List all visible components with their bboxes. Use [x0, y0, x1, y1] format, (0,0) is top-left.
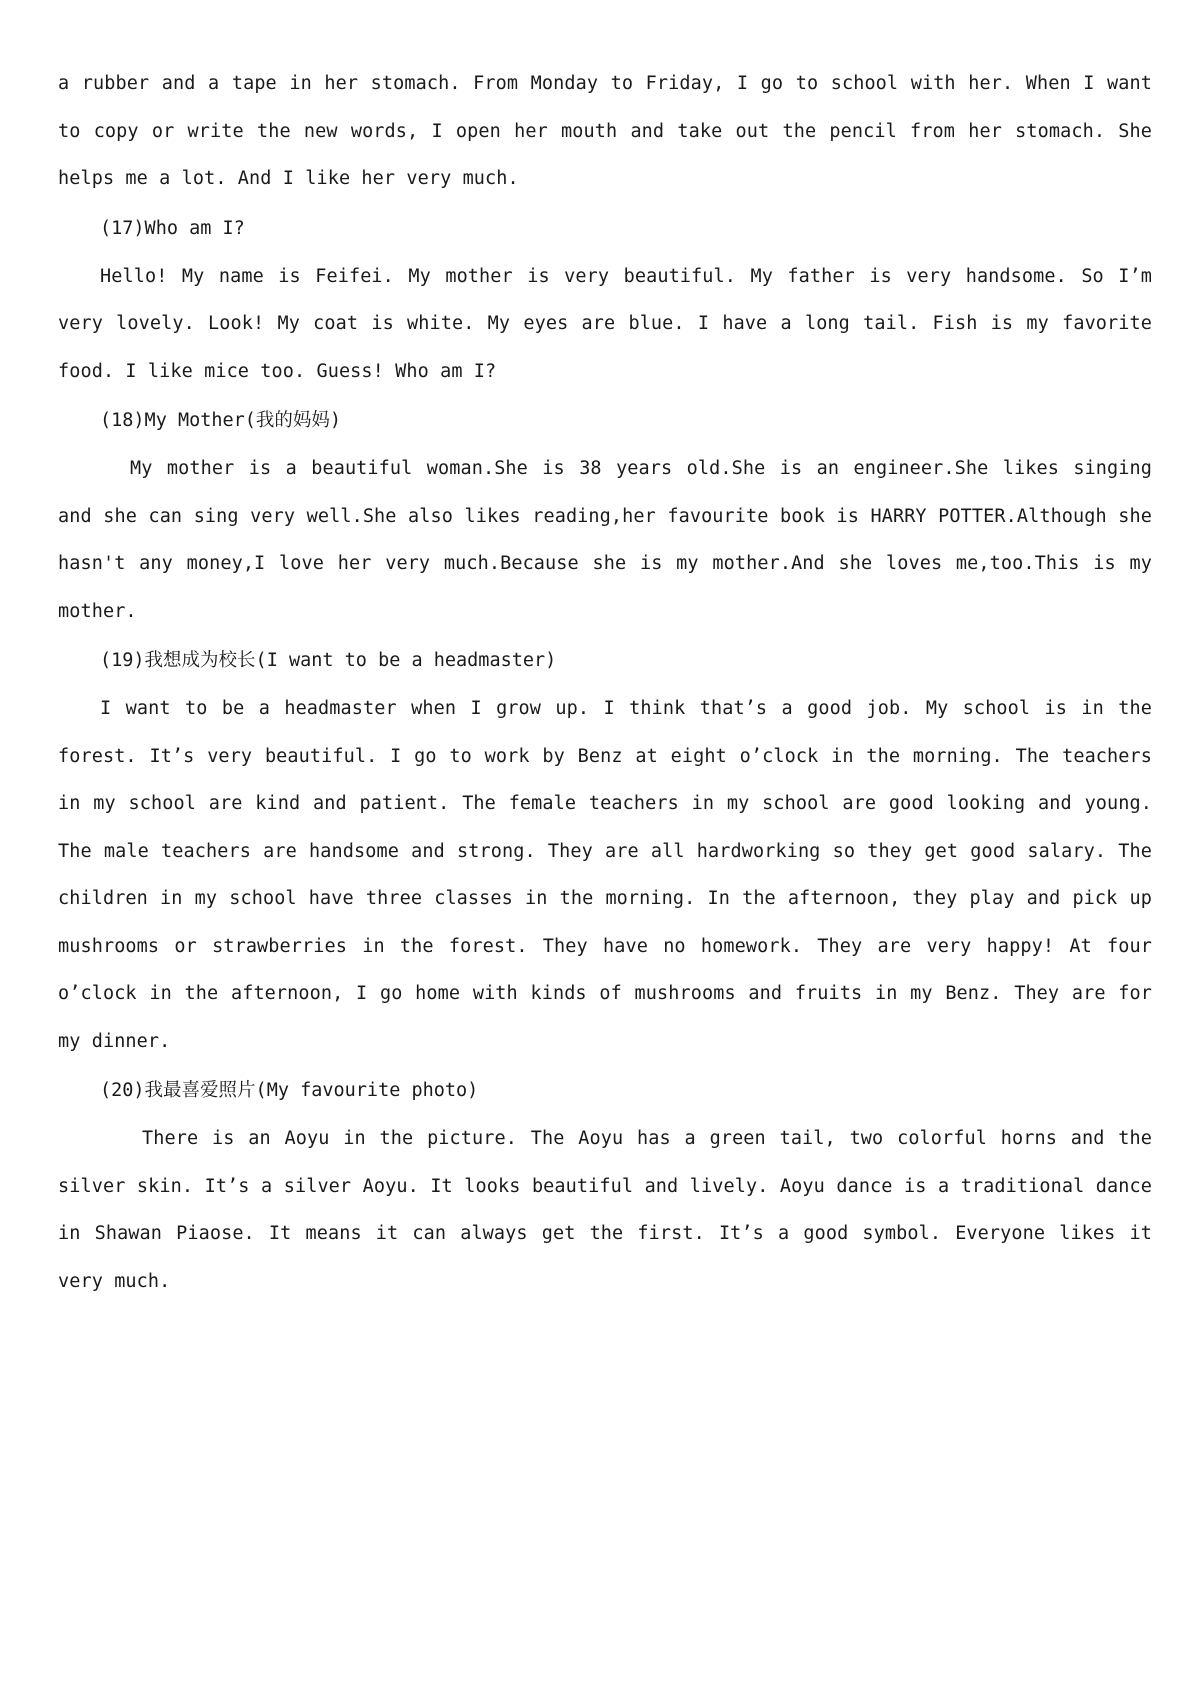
section-19-paragraph: I want to be a headmaster when I grow up. I think that’s a good job. My school is in the forest. It’s very beautiful. I go to work by Benz at eight o’clock in the morning. The teachers in my school are kind and patient. The female teachers in my school are good looking and young. The male teachers are handsome and strong. They are all hardworking so they get good salary. The children in my school have three classes in the morning. In the afternoon, they play and pick up mushrooms or strawberries in the forest. They have no homework. They are very happy! At four o’clock in the afternoon, I go home with kinds of mushrooms and fruits in my Benz. They are for my dinner.: [58, 698, 1152, 1052]
section-17-heading: (17)Who am I?: [100, 217, 245, 239]
intro-paragraph: a rubber and a tape in her stomach. From Monday to Friday, I go to school with her. When I want to copy or write the new words, I open her mouth and take out the pencil from her stomach. She helps me a lot. And I like her very much.: [58, 73, 1152, 189]
section-20-paragraph: There is an Aoyu in the picture. The Aoyu has a green tail, two colorful horns and the silver skin. It’s a silver Aoyu. It looks beautiful and lively. Aoyu dance is a traditional dance in Shawan Piaose. It means it can always get the first. It’s a good symbol. Everyone likes it very much.: [58, 1128, 1152, 1292]
section-19-heading: (19)我想成为校长(I want to be a headmaster): [100, 650, 557, 671]
document-page: [58, 60, 1152, 1305]
section-17-paragraph: Hello! My name is Feifei. My mother is very beautiful. My father is very handsome. So I’m very lovely. Look! My coat is white. My eyes are blue. I have a long tail. Fish is my favorite food. I like mice too. Guess! Who am I?: [58, 265, 1152, 382]
section-18-paragraph: My mother is a beautiful woman.She is 38 years old.She is an engineer.She likes singing and she can sing very well.She also likes reading,her favourite book is HARRY POTTER.Although she hasn't any money,I love her very much.Because she is my mother.And she loves me,too.This is my mother.: [58, 458, 1152, 622]
section-18-heading: (18)My Mother(我的妈妈): [100, 410, 342, 431]
section-20-heading: (20)我最喜爱照片(My favourite photo): [100, 1080, 479, 1101]
